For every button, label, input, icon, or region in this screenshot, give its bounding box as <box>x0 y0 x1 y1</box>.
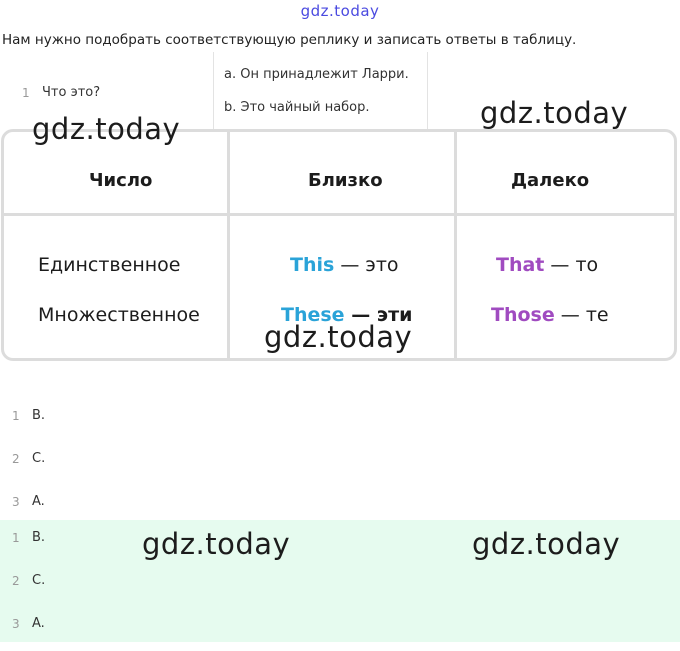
keyword-that: That <box>496 254 545 276</box>
task-question: Что это? <box>42 85 101 100</box>
task-divider <box>213 52 214 130</box>
answer-number: 1 <box>12 409 20 423</box>
watermark: gdz.today <box>142 527 291 561</box>
watermark: gdz.today <box>264 320 413 354</box>
header-far: Далеко <box>511 170 590 191</box>
row-plural-far <box>491 304 609 326</box>
row-singular-near <box>290 254 399 276</box>
site-logo[interactable]: gdz.today <box>300 2 380 20</box>
answer-number: 1 <box>12 531 20 545</box>
watermark: gdz.today <box>480 96 629 130</box>
row-plural-label: Множественное <box>38 304 200 326</box>
answer-text: C. <box>32 573 46 588</box>
task-option-b: b. Это чайный набор. <box>224 100 370 115</box>
row-singular-far <box>496 254 598 276</box>
answer-row <box>0 444 680 486</box>
instruction-text: Нам нужно подобрать соответствующую реплику и записать ответы в таблицу. <box>2 32 577 48</box>
watermark: gdz.today <box>472 527 621 561</box>
answer-row <box>0 566 680 608</box>
table-col-divider <box>454 132 457 358</box>
answer-text: C. <box>32 451 46 466</box>
answer-text: A. <box>32 616 45 631</box>
answer-number: 3 <box>12 495 20 509</box>
keyword-this: This <box>290 254 335 276</box>
translation-to: — то <box>544 254 599 276</box>
header-number: Число <box>89 170 153 191</box>
header-near: Близко <box>308 170 383 191</box>
translation-eti: — эти <box>344 304 413 326</box>
answer-number: 2 <box>12 574 20 588</box>
keyword-these: These <box>281 304 345 326</box>
answer-text: B. <box>32 408 46 423</box>
task-option-a: a. Он принадлежит Ларри. <box>224 67 409 82</box>
translation-te: — те <box>554 304 609 326</box>
table-header-divider <box>4 213 674 216</box>
table-col-divider <box>227 132 230 358</box>
task-border-right <box>427 52 428 130</box>
row-singular-label: Единственное <box>38 254 181 276</box>
answer-number: 3 <box>12 617 20 631</box>
keyword-those: Those <box>491 304 555 326</box>
watermark: gdz.today <box>32 112 181 146</box>
answer-text: B. <box>32 530 46 545</box>
translation-eto: — это <box>334 254 399 276</box>
answer-number: 2 <box>12 452 20 466</box>
answer-row <box>0 401 680 443</box>
answer-text: A. <box>32 494 45 509</box>
task-number: 1 <box>22 86 30 100</box>
answer-row <box>0 609 680 651</box>
